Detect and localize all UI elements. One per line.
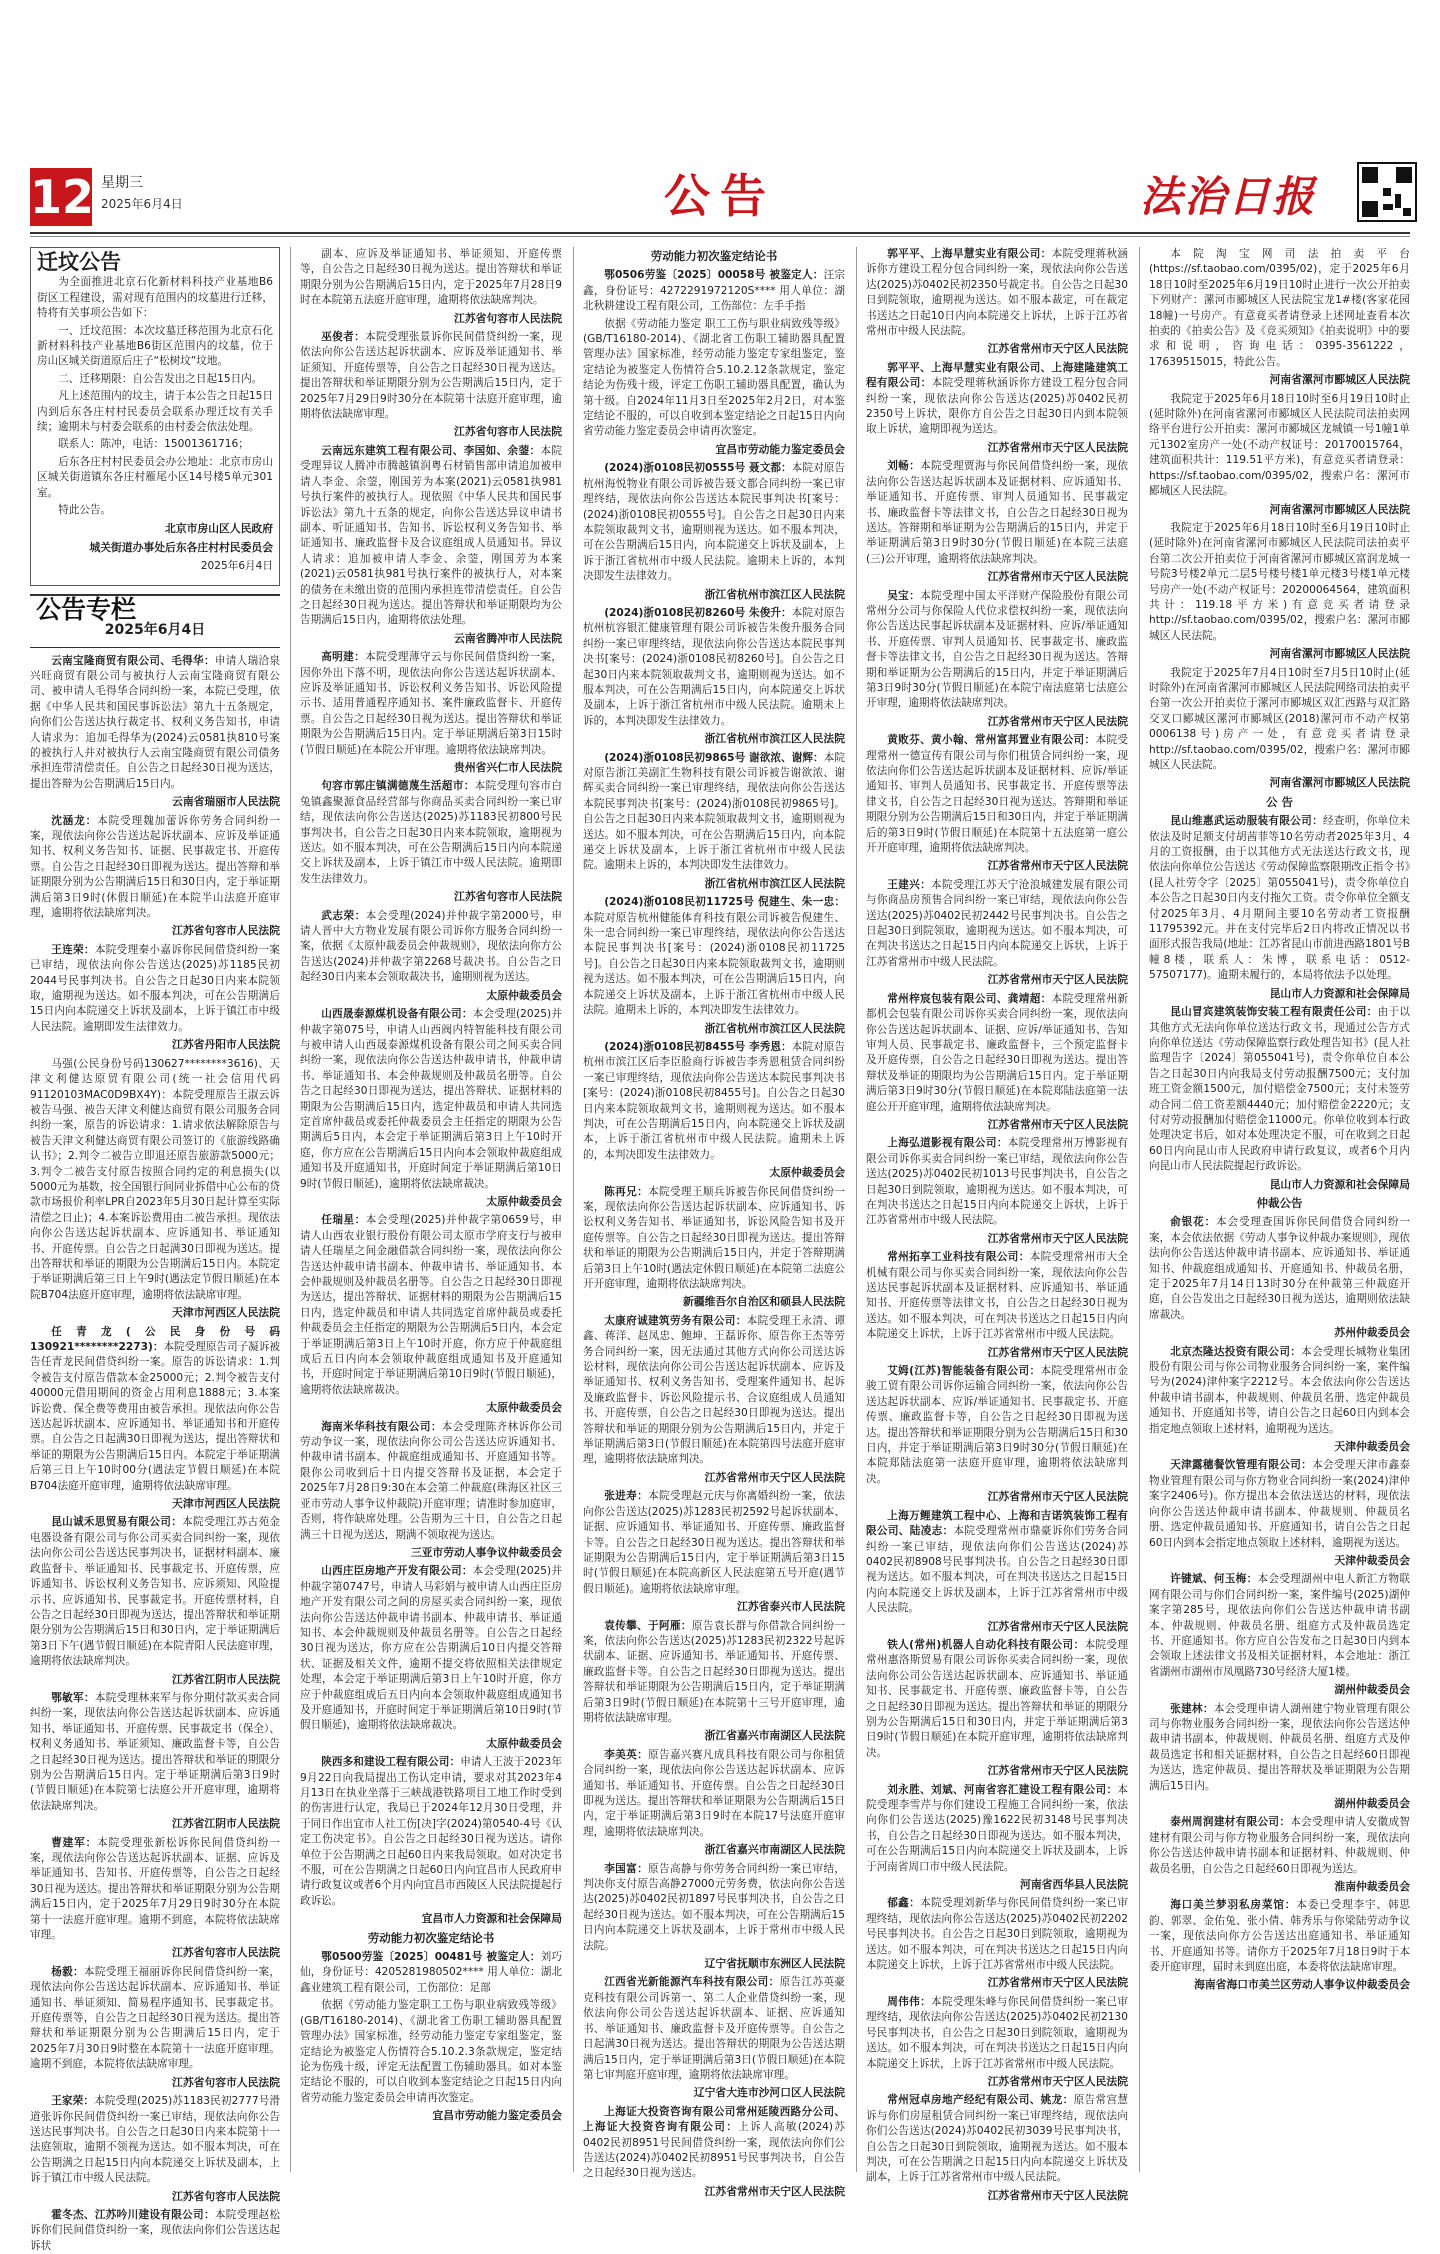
notice-signature: 江苏省句容市人民法院 [172, 2189, 280, 2203]
notice-item [866, 1136, 1128, 1246]
notice-signature: 江苏省句容市人民法院 [172, 1946, 280, 1960]
column-divider [290, 247, 291, 2172]
notice-item [583, 461, 845, 602]
notice-text: 我院定于2025年6月18日10时至6月19日10时止(延时除外)在河南省漯河市郾城区人民法院司法拍卖网络平台进行公开拍卖：漯河市郾城区龙城镇一号1幢1单元1302室房产一处(不动产权证号：20170015764，建筑面积共计：119.51平方米)，有意竞买者请登录：https://sf.taobao.com/0395/02，搜索户名：漯河市郾城区人民法院。 [1149, 392, 1410, 498]
notice-text: 鄂0506劳鉴〔2025〕00058号 被鉴定人：汪宗鑫，身份证号：4272291972120S**** 用人单位：湖北秋耕建设工程有限公司，工伤部位：左手手指 [583, 269, 846, 313]
notice-signature: 江苏省泰兴市人民法院 [737, 1600, 845, 1614]
notice-signature: 贵州省兴仁市人民法院 [454, 761, 562, 774]
notice-signature: 江苏省句容市人民法院 [454, 890, 562, 904]
notice-item [1149, 1815, 1410, 1894]
notice-item [300, 1950, 562, 1996]
notice-signature: 湖州仲裁委员会 [1334, 1797, 1410, 1810]
notice-item [1149, 521, 1410, 662]
notice-signature: 湖州仲裁委员会 [1334, 1683, 1410, 1697]
notice-text: 吴宝：本院受理中国太平洋财产保险股份有限公司常州分公司与你保险人代位求偿权纠纷一案，现依法向你公告送达民事起诉状副本及证据材料、应诉/举证通知书、开庭传票、审判人员通知书、民事裁定书、廉政监督卡等法律文书，自公告之日起经30日视为送达。答辩期和举证期为公告期满后的15日内，并定于举证期满后第3日9时30分(节假日顺延)在本院宁南法庭第七法庭公开审理，逾期将依法缺席判决。 [866, 589, 1129, 710]
notice-signature: 河南省漯河市郾城区人民法院 [1269, 373, 1410, 387]
notice-item [1149, 1898, 1410, 1992]
relocation-title: 迁坟公告 [37, 249, 121, 274]
notice-text: 郭平平、上海早慧实业有限公司：本院受理蒋秋涵诉你方建设工程分包合同纠纷一案，现依法向你公告送达(2025)苏0402民初2350号裁定书。自公告之日起30日到院领取，逾期视为送达。如不服本裁定，可在裁定书送达之日起10日内向本院递交上诉状，上诉于江苏省常州市中级人民法院。 [866, 248, 1129, 338]
notice-text: 鄂0500劳鉴〔2025〕00481号 被鉴定人：刘巧仙，身份证号：4205281980502**** 用人单位：湖北鑫业建筑工程有限公司，工伤部位：足部 [300, 1951, 563, 1994]
notice-item [1149, 814, 1410, 1001]
notice-signature: 苏州仲裁委员会 [1334, 1326, 1410, 1340]
notice-text: 陕西多和建设工程有限公司：申请人王波于2023年9月22日向我局提出工伤认定申请，要求对其2023年4月13日在执业坐落于三峡战港铁路项目工地工作时受到的伤害进行认定，我局已于2024年12月30日受理，并于同日作出宜市人社工伤[决]字(2024)第0540-4号《认定工伤决定书》。自公告之日起经30日视为送达。请你单位于公告期满之日起60日内来我局领取。如对决定书不服，可在公告期满之日起60日内向宜昌市人民政府申请行政复议或者6个月内向宜昌市西陵区人民法院提起行政诉讼。 [300, 1756, 562, 1907]
column-title: 公告专栏 [36, 594, 137, 624]
notice-signature: 海南省海口市美兰区劳动人事争议仲裁委员会 [1194, 1978, 1410, 1992]
notice-signature: 云南省瑞丽市人民法院 [172, 795, 280, 809]
notice-text: 泰州周润建材有限公司：本会受理申请人安徽成智建材有限公司与你方物业服务合同纠纷一案，现依法向你公告送达仲裁申请书副本和证据材料、仲裁规则、仲裁员名册，自公告之日起经60日即视为送达。 [1149, 1816, 1411, 1875]
notice-signature: 江苏省常州市天宁区人民法院 [987, 1764, 1128, 1778]
notice-signature: 河南省漯河市郾城区人民法院 [1269, 776, 1410, 790]
notice-text: 沈涵龙：本院受理魏加蕾诉你劳务合同纠纷一案，现依法向你公告送达起诉状副本、应诉及举证通知书、权利义务告知书、证据、民事裁定书、开庭传票。自公告之日起经30日即视为送达。提出答辩和举证期限分别为公告期满后15日和30日内，定于举证期满后第3日9时(休假日顺延)在本院半山法庭开庭审理，逾期将依法缺席判决。 [30, 814, 281, 920]
notice-item [583, 895, 845, 1036]
notice-item [866, 1364, 1128, 1505]
notice-text: 巫俊者：本院受理张景诉你民间借贷纠纷一案，现依法向你公告送达起诉状副本、应诉及举证通知书、举证须知、开庭传票等，自公告之日起经30日视为送达。提出答辩状和举证期限分别为公告期满后15日内，定于2025年7月29日9时30分在本院第十法庭开庭审理，逾期将依法缺席审理。 [300, 331, 563, 421]
notice-text: 海南米华科技有限公司：本会受理陈齐林诉你公司劳动争议一案，现依法向你公司公告送达应诉通知书、仲裁申请书副本、仲裁庭组成通知书、开庭通知书等。限你公司收到后十日内提交答辩书及证据，本会定于2025年7月28日9:30在本会第二仲裁庭(珠海区社区三亚市劳动人事争议仲裁院)开庭审理；请准时参加庭审，否则，将作缺席处理。公告期为三十日，自公告之日起满三十日视为送达，期满不领取视为送达。 [300, 1420, 563, 1541]
notice-item [866, 361, 1128, 455]
notice-text: 李国富：原告高静与你劳务合同纠纷一案已审结，判决你支付原告高静27000元劳务费，依法向你公告送达(2025)苏0402民初1897号民事判决书，自公告之日起经30日视为送达。如不服本判决，可在公告期满后15日内向本院递交上诉状及副本，上诉于常州市中级人民法院。 [583, 1862, 846, 1952]
notice-item [300, 650, 562, 775]
notice-item [583, 1619, 845, 1744]
section-masthead: 公告 [664, 169, 776, 223]
notice-heading: 劳动能力初次鉴定结论书 [650, 249, 778, 263]
notice-text: 任青龙(公民身份号码130921********2273)：本院受理原告司子凝诉被告任青龙民间借贷纠纷一案。原告的诉讼请求：1.判令被告支付原告借款本金25000元；2.判令被告支付40000元借用期间的资金占用利息1888元；3.本案诉讼费、保全费等费用由被告承担。现依法向你公告送达起诉状副本、应诉通知书、举证通知书和开庭传票。自公告之日起满30日即视为送达，提出答辩状和举证的期限为公告期满后15日内。本院定于举证期满后第三日上午10时00分(遇法定节假日顺延)在本院B704法庭开庭审理，逾期将依法缺席审理。 [30, 1325, 280, 1492]
notice-signature: 江苏省常州市天宁区人民法院 [987, 1117, 1128, 1131]
notice-signature: 云南省腾冲市人民法院 [454, 631, 562, 645]
publication-date: 2025年6月4日 [101, 197, 183, 211]
notice-item [1149, 666, 1410, 791]
notice-text: 霍冬杰、江苏吟川建设有限公司：本院受理赵松诉你们民间借贷纠纷一案，现依法向你们公告送达起诉状 [30, 2208, 281, 2252]
notice-text: (2024)浙0108民初11725号 倪建生、朱一忠：本院对原告杭州健能体育科技有限公司诉被告倪建生、朱一忠合同纠纷一案已审理终结，现依法向你公告送达本院民事判决书[案号：(2024)浙0108民初11725号]。自公告之日起30日内来本院领取裁判文书，逾期则视为送达。如不服本判决，可在公告期满后15日内，向本院递交上诉状及副本，上诉于浙江省杭州市中级人民法院。逾期未上诉的，本判决即发生法律效力。 [583, 896, 845, 1017]
notice-text: 艾姆(江苏)智能装备有限公司：本院受理常州市金骏工贸有限公司诉你运输合同纠纷一案，依法向你公告送达起诉状副本、应诉/举证通知书、民事裁定书、开庭传票、廉政监督卡等，自公告之日起经30日即视为送达。提出答辩状和举证期限分别为公告期满后15日和30日内，并定于举证期满后第3日9时30分(节假日顺延)在本院郑陆法庭第一法庭开庭审理，逾期将依法缺席判决。 [866, 1365, 1129, 1485]
notice-signature: 江苏省丹阳市人民法院 [172, 1038, 280, 1052]
notice-item [866, 992, 1128, 1133]
relocation-paragraph: 联系人：陈冲，电话：15001361716； [58, 438, 249, 451]
relocation-notice [30, 247, 280, 586]
notice-signature: 江苏省常州市天宁区人民法院 [987, 2074, 1128, 2088]
notice-text: 依据《劳动能力鉴定 职工工伤与职业病致残等级》(GB/T16180-2014)、《湖北省工伤职工辅助器具配置管理办法》国家标准，经劳动能力鉴定专家组鉴定，鉴定结论为被鉴定人伤情符合5.10.2.12条款规定，鉴定结论为伤残十级，评定工伤职工辅助器具配置，确认为第十级。自2024年11月3日至2025年2月2日，对本鉴定结论不服的，可以自收到本鉴定结论之日起15日内向省劳动能力鉴定委员会申请再次鉴定。 [583, 317, 845, 438]
notice-signature: 浙江省杭州市滨江区人民法院 [704, 587, 845, 601]
notice-item [866, 878, 1128, 988]
notice-item [30, 943, 280, 1053]
notice-item [583, 2105, 845, 2199]
notice-text: 高明建：本院受理薄守云与你民间借贷纠纷一案，因你外出下落不明，现依法向你公告送达起诉状副本、应诉及举证通知书、诉讼权利义务告知书、诉讼风险提示书、适用普通程序通知书、案件廉政监督卡、开庭传票。自公告之日起经30日视为送达。提出答辩状和举证期限为公告期满后15日内。定于举证期满后第3日15时(节假日顺延)在本院公开审理。逾期将依法缺席判决。 [300, 651, 563, 756]
notice-item [583, 1748, 845, 1858]
notice-signature: 浙江省杭州市滨江区人民法院 [704, 732, 845, 746]
notice-item [866, 1783, 1128, 1893]
notice-text: 本院淘宝网司法拍卖平台(https://sf.taobao.com/0395/02)，定于2025年6月18日10时至2025年6月19日10时止进行一次公开拍卖下列财产：漯河市郾城区人民法院宝龙1#楼(客家花园18幢)一号房产。有意竟买者请登录上述网址查看本次拍卖的《拍卖公告》及《竞买须知》《拍卖说明》中的要求和说明，咨询电话：0395-3561222，17639515015，特此公告。 [1149, 248, 1410, 368]
weekday: 星期三 [101, 175, 143, 191]
relocation-paragraph: 凡上述范围内的坟主，请于本公告之日起15日内到后东各庄村村民委员会联系办理迁坟有关手续；逾期未与村委会联系的由村委会依法处理。 [37, 390, 273, 434]
notice-item [300, 1998, 562, 2123]
notice-signature: 江苏省常州市天宁区人民法院 [987, 973, 1128, 987]
notice-text: 昆山冒宾建筑装饰安装工程有限责任公司：由于以其他方式无法向你单位送达行政文书，现通过公告方式向你单位送达《劳动保障监察行政处理告知书》(昆人社监理告字〔2024〕第055041号)，责令你单位自本公告之日起30日内向我局支付劳动报酬7500元；支付加班工资金额1500元，加付赔偿金7500元；支付未签劳动合同二倍工资差额4440元；加付赔偿金2220元；支付对劳动报酬加付赔偿金11000元。你单位收到本行政处理决定书后，如对本处理决定不服，可在收到之日起60日内向昆山市人民政府申请行政复议，或者6个月内向昆山市人民法院提起行政诉讼。 [1149, 1006, 1411, 1173]
newspaper-brand: 法治日报 [1140, 172, 1317, 221]
notice-text: 刘畅：本院受理贾海与你民间借贷纠纷一案，现依法向你公告送达起诉状副本及证据材料、应诉通知书、举证通知书、开庭传票、审判人员通知书、民事裁定书、廉政监督卡等法律文书，自公告之日起经30日视为送达。答辩期和举证期为公告期满后的15日内，并定于举证期满后第3日9时30分(节假日顺延)在本院三法庭(三)公开审理，逾期将依法缺席判决。 [866, 460, 1129, 565]
notice-text: 常州冠卓房地产经纪有限公司、姚龙：原告常宫慧诉与你们房屋租赁合同纠纷一案已审理终结，现依法向你们公告送达(2024)苏0402民初3039号民事判决书，自公告之日起30日到院领取，逾期视为送达。如不服本判决，可在公告期满之日起15日内向本院递交上诉状及副本，上诉于江苏省常州市中级人民法院。 [866, 2094, 1129, 2184]
notice-signature: 江苏省常州市天宁区人民法院 [987, 1231, 1128, 1245]
notice-text: 天津露穗餐饮管理有限公司：本会受理天津市鑫泰物业管理有限公司与你方物业合同纠纷一案(2024)津仲案字2406号)。你方提出本会依法送达的材料，现依法向你公告送达仲裁申请书副本、仲裁规则、仲裁员名册、选定仲裁员通知书、开庭通知书，请自公告之日起60日内到本会指定地点领取上述材料，逾期视为送达。 [1149, 1459, 1411, 1549]
column-divider [856, 247, 857, 2172]
notice-text: 鄂敏军：本院受理林来军与你分期付款买卖合同纠纷一案，现依法向你公告送达起诉状副本、应诉通知书、举证通知书、开庭传票、民事裁定书（保全）、权利义务通知书、举证须知、廉政监督卡等，自公告之日起经30日视为送达。提出答辩状和举证的期限分别为公告期满后15日内。定于举证期满后第3日9时(节假日顺延)在本院第七法庭公开开庭审理，逾期将依法缺席判决。 [30, 1691, 281, 1812]
notice-text: 太康府诚建筑劳务有限公司：本院受理王永清、谭鑫、蒋洋、赵凤忠、鲍坤、王磊诉你、原告你王杰等劳务合同纠纷一案，因无法通过其他方式向你公司送达诉讼材料，现依法向你公司公告送达起诉状副本、应诉及举证通知书、权利义务告知书、受理案件通知书、起诉及廉政监督卡、诉讼风险提示书、合议庭组成人员通知书、开庭传票，自公告之日起经30日即视为送达。提出答辩状和举证的期限分别为公告期满后15日内，并定于举证期满后第3日(节假日顺延)在本院第四号法庭开庭审理，逾期将依法缺席判决。 [583, 1314, 845, 1466]
notice-list [300, 247, 562, 2124]
notice-text: 上海万鲤建筑工程中心、上海和吉诺筑装饰工程有限公司、陆凌志：本院受理常州市鼎豪诉你们劳务合同纠纷一案已审结，现依法向你们公告送达(2024)苏0402民初8908号民事判决书。自公告之日起经30日即视为送达。如不服本判决，可在判决书送达之日起15日内向本院递交上诉状及副本，上诉于江苏省常州市中级人民法院。 [866, 1509, 1129, 1615]
notice-signature: 江苏省江阴市人民法院 [172, 1817, 280, 1831]
relocation-signature-date: 2025年6月4日 [200, 560, 273, 573]
notice-text: 句容市郭庄镇满德蔑生活超市：本院受理句容市白兔镇鑫聚源食品经营部与你商品买卖合同纠纷一案已审结，现依法向你公告送达(2025)苏1183民初800号民事判决书，自公告之日起30日内来本院领取，逾期视为送达。如不服本判决，可在公告期满后15日内向本院递交上诉状及副本，上诉于镇江市中级人民法院。逾期即发生法律效力。 [300, 780, 563, 885]
notice-signature: 天津市河西区人民法院 [172, 1497, 280, 1511]
notice-signature: 江苏省常州市天宁区人民法院 [987, 859, 1128, 873]
notice-item [30, 1965, 280, 2090]
notice-item [866, 589, 1128, 730]
notice-list [1149, 247, 1410, 1993]
notice-item [583, 1862, 845, 1972]
notice-text: 北京杰隆达投资有限公司：本会受理长城物业集团股份有限公司与你公司物业服务合同纠纷一案，案件编号为(2024)津仲案字2212号。本会依法向你公告送达仲裁申请书副本，仲裁规则、仲裁员名册、选定仲裁员通知书、开庭通知书等，请自公告之日起60日内到本会指定地点领取上述材料，逾期视为送达。 [1149, 1345, 1411, 1435]
notice-text: 副本、应诉及举证通知书、举证须知、开庭传票等，自公告之日起经30日视为送达。提出答辩状和举证期限分别为公告期满后15日内，定于2025年7月28日9时在本院第五法庭开庭审理，逾期将依法缺席判决。 [300, 248, 562, 307]
notice-signature: 太原仲裁委员会 [486, 1194, 562, 1208]
notice-signature: 太原仲裁委员会 [769, 1166, 845, 1180]
notice-text: 俞银花：本会受理查国诉你民间借贷合同纠纷一案，本会依法依据《劳动人事争议仲裁办案规则》，现依法向你公告送达仲裁申请书副本、应诉通知书、举证通知书、仲裁庭组成通知书、开庭通知书、仲裁员名册，定于2025年7月14日13时30分在仲裁第三仲裁庭开庭，自公告发出之日起经30日视为送达，逾期则依法缺席裁决。 [1149, 1216, 1410, 1321]
relocation-body [37, 275, 273, 518]
notice-text: 海口美兰梦羽私房菜馆：本委已受理李宇、韩思韵、郭翠、金佑兔、张小倩、韩秀乐与你梁陆劳动争议一案，现依法向你方公告送达出庭通知书、举证通知书、开庭通知书等。请你方于2025年7月18日9时于本委开庭审理，届时未到庭出庭，本委将依法缺席审理。 [1149, 1899, 1411, 1974]
notice-list [866, 247, 1128, 2203]
notice-item [30, 1325, 280, 1512]
notice-item [30, 1836, 280, 1961]
column-2 [300, 247, 562, 2172]
notice-signature: 宜昌市人力资源和社会保障局 [421, 1912, 562, 1926]
notice-text: 我院定于2025年7月4日10时至7月5日10时止(延时除外)在河南省漯河市郾城区人民法院网络司法拍卖平台第一次公开拍卖位于漯河市郾城区双汇西路与双汇路交叉口郾城区漯河市郾城区(2018)漯河市不动产权第0006138号)房产一处，有意竞买者请登录 http://sf.taobao.com/0395/02，搜索户名：漯河市郾城区人民法院。 [1149, 666, 1410, 771]
notice-signature: 太原仲裁委员会 [486, 1736, 562, 1750]
notice-text: (2024)浙0108民初0555号 聂文都：本院对原告杭州海悦物业有限公司诉被告聂文都合同纠纷一案已审理终结，现依法向你公告送达本院民事判决书[案号：(2024)浙0108民初0555号]。自公告之日起30日内来本院领取裁判文书，逾期则视为送达。如不服本判决，可在公告期满后15日内，向本院递交上诉状及副本，上诉于浙江省杭州市中级人民法院。逾期未上诉的，本判决即发生法律效力。 [583, 462, 846, 583]
notice-item [866, 2093, 1128, 2203]
notice-list [30, 654, 280, 2254]
notice-signature: 江苏省句容市人民法院 [172, 924, 280, 938]
notice-signature: 天津市河西区人民法院 [172, 1306, 280, 1320]
notice-signature: 天津仲裁委员会 [1334, 1440, 1410, 1454]
notice-item [866, 1509, 1128, 1634]
notice-text: (2024)浙0108民初9865号 谢欲浓、谢辉：本院对原告浙江美副汇生物科技有限公司诉被告谢欲浓、谢辉买卖合同纠纷一案已审理终结，现依法向你公告送达本院民事判决书[案号：(2024)浙0108民初9865号]。自公告之日起30日内来本院领取裁判文书，逾期则视为送达。如不服本判决，可在公告期满后15日内，向本院递交上诉状及副本，上诉于浙江省杭州市中级人民法院。逾期未上诉的，本判决即发生法律效力。 [583, 751, 846, 872]
notice-item [1149, 1215, 1410, 1340]
column-divider [1139, 247, 1140, 2172]
notice-signature: 江苏省江阴市人民法院 [172, 1672, 280, 1686]
notice-signature: 江苏省常州市天宁区人民法院 [987, 440, 1128, 454]
notice-signature: 太原仲裁委员会 [486, 988, 562, 1002]
relocation-paragraph: 后东各庄村村民委员会办公地址：北京市房山区城关街道镇东各庄村雁尾小区14号楼5单元301室。 [37, 455, 273, 499]
notice-item [866, 733, 1128, 874]
notice-signature: 河南省漯河市郾城区人民法院 [1269, 502, 1410, 516]
notice-item [300, 909, 562, 1003]
notice-text: 昆山诚禾思贸易有限公司：本院受理江苏古苑金电器设备有限公司与你公司买卖合同纠纷一案，现依法向你公司公告送达民事判决书，证据材料副本、廉政监督卡、举证通知书、民事裁定书、开庭传票，应诉通知书、诉讼权利义务告知书、应诉须知、风险提示书、应诉通知书、民事裁定书。开庭传票材料，自公告之日起经30日即视为送达，提出答辩状和举证期限分别为公告期满后15日和30日内，定于举证期满后第3日下午(遇节假日顺延)在本院青阳人民法庭审理，逾期将依法缺席判决。 [30, 1516, 281, 1668]
notice-signature: 江苏省常州市天宁区人民法院 [987, 2188, 1128, 2202]
notice-item [300, 779, 562, 904]
notice-item [583, 1185, 845, 1310]
relocation-paragraph: 特此公告。 [58, 504, 112, 517]
column-1 [30, 247, 281, 2252]
notice-signature: 浙江省嘉兴市南湖区人民法院 [704, 1729, 845, 1743]
notice-text: 郁鑫：本院受理刘新华与你民间借贷纠纷一案已审理终结，现依法向你公告送达(2025)苏0402民初2202号民事判决书。自公告之日起30日到院领取，逾期视为送达。如不服本判决，可在判决书送达之日起15日内向本院递交上诉状，上诉于江苏省常州市中级人民法院。 [866, 1897, 1129, 1972]
notice-text: 马强(公民身份号码130627********3616)、天津文利健达原贸有限公司(统一社会信用代码91120103MAC0D9BX4Y)：本院受理原告王淑云诉被告马强、被告天津文利健达商贸有限公司服务合同纠纷一案，原告的诉讼请求：1.请求依法解除原告与被告天津文利健达商贸有限公司签订的《旅游线路确认书》；2.判令二被告立即退还原告旅游款5000元；3.判令二被告支付原告按照合同约定的利息损失(以5000元为基数，按全国银行间同业拆借中心公布的贷款市场报价利率LPR自2023年5月30日起计算至实际清偿之日止)；4.本案诉讼费用由二被告承担。现依法向你公告送达起诉状副本、应诉通知书、举证通知书、开庭传票。自公告之日起满30日即视为送达。提出答辩状和举证的期限为公告期满后15日内。本院定于举证期满后第三日上午9时(遇法定节假日顺延)在本院B704法庭开庭审理，逾期将依法缺席审理。 [30, 1057, 280, 1301]
notice-signature: 江苏省句容市人民法院 [454, 311, 562, 325]
notice-item [583, 1975, 845, 2100]
notice-signature: 江苏省常州市天宁区人民法院 [987, 714, 1128, 728]
notice-signature: 太原仲裁委员会 [486, 1401, 562, 1415]
notice-item [300, 1007, 562, 1209]
notice-text: 江西省光新能源汽车科技有限公司：原告江苏英豪克科技有限公司诉第一、第二人企业借贷纠纷一案，现依法向你公司公告送达起诉状副本、证据、应诉通知书、举证通知书、廉政监督卡及开庭传票等。自公告之日起满30日视为送达。提出答辩状的期限为公告送达期满后15日内，定于举证期满后第3日(节假日顺延)在本院第七审判庭开庭审理，逾期将依法缺席审理。 [583, 1976, 846, 2081]
notice-signature: 河南省漯河市郾城区人民法院 [1269, 647, 1410, 661]
notice-signature: 淮南仲裁委员会 [1334, 1880, 1410, 1894]
notice-text: 杨毅：本院受理王福丽诉你民间借贷纠纷一案，现依法向你公告送达起诉状副本、应诉通知书、举证通知书、举证须知、简易程序通知书、民事裁定书。开庭传票等，自公告之日起经30日视为送达。提出答辩状和举证期限分别为公告期满后15日内，定于2025年7月30日9时整在本院第十一法庭开庭审理。逾期不到庭，本院将依法缺席审理。 [30, 1965, 280, 2071]
notice-signature: 辽宁省抚顺市东洲区人民法院 [704, 1957, 845, 1971]
notice-text: (2024)浙0108民初8260号 朱俊升：本院对原告杭州杭容银汇健康管理有限公司诉被告朱俊升服务合同纠纷一案已审理终结，现依法向你公告送达本院民事判决书[案号：(2024)浙0108民初8260号]。自公告之日起30日内来本院领取裁判文书，逾期则视为送达。如不服本判决，可在公告期满后15日内，向本院递交上诉状及副本，上诉于浙江省杭州市中级人民法院。逾期未上诉的，本判决即发生法律效力。 [583, 606, 846, 727]
notice-signature: 江苏省常州市天宁区人民法院 [987, 342, 1128, 356]
notice-item [866, 1896, 1128, 1990]
relocation-signature-2: 城关街道办事处后东各庄村村民委员会 [89, 540, 273, 554]
header-rule-thin [30, 236, 1410, 237]
notice-text: 许键斌、何玉梅：本会受理湖州中电人新汇方物联网有限公司与你们合同纠纷一案，案件编号(2025)湖仲案字第285号，现依法向你们公告送达仲裁申请书副本、仲裁规则、仲裁员名册、组庭方式及仲裁员选定书、开庭通知书。你方应自公告发布之日起30日内到本会领取上述法律文书及相关证据材料，本会地址：浙江省湖州市湖州市凤凰路730号经济大厦1楼。 [1149, 1573, 1411, 1678]
relocation-paragraph: 为全面推进北京石化新材料科技产业基地B6街区工程建设，需对现有范围内的坟墓进行迁移，特将有关事项公告如下： [37, 276, 273, 320]
notice-text: 山西晟泰源煤机设备有限公司：本会受理(2025)并仲裁字第075号，申请人山西阀内特智能科技有限公司与被申请人山西晟泰源煤机设备有限公司之间买卖合同纠纷一案，现依法向你公告送达仲裁申请书，仲裁申请书、举证通知书、本会仲裁规则及仲裁员名册等。自公告之日起经30日即视为送达，提出答辩状、证据材料的期限为公告期满后15日内，选定仲裁员和申请人共同选定首席仲裁员或委托仲裁委员会主任指定的期限为公告期满后5日内，本会定于举证期满后第3日上午10时开庭，你方应在公告期满后15日内向本会领取仲裁庭组成通知书及开庭通知书，开庭时间定于举证期满后第10日9时(节假日顺延)，逾期将依法缺席裁决。 [300, 1008, 562, 1190]
notice-item [300, 1420, 562, 1561]
notice-item [300, 444, 562, 646]
notice-item [300, 247, 562, 326]
relocation-paragraph: 一、迁坟范围：本次坟墓迁移范围为北京石化新材料科技产业基地B6街区范围内的坟墓，位于房山区城关街道原后庄子“松树坟”坟地。 [37, 324, 273, 368]
column-divider [573, 247, 574, 2172]
notice-signature: 江苏省常州市天宁区人民法院 [987, 570, 1128, 584]
column-date: 2025年6月4日 [104, 622, 206, 639]
notice-text: 上海弘道影视有限公司：本院受理常州万博影视有限公司诉你买卖合同纠纷一案已审结，现依法向你公告送达(2025)苏0402民初1013号民事判决书，自公告之日起30日到院领取，逾期视为送达。如不服本判决，可在判决书送达之日起15日内向本院递交上诉状，上诉于江苏省常州市中级人民法院。 [866, 1137, 1129, 1227]
notice-item [866, 459, 1128, 584]
notice-item [30, 1691, 280, 1832]
notice-item [583, 606, 845, 747]
notice-signature: 昆山市人力资源和社会保障局 [1269, 1177, 1410, 1191]
notice-text: 郭平平、上海早慧实业有限公司、上海建隆建筑工程有限公司：本院受理蒋秋涵诉你方建设工程分包合同纠纷一案，现依法向你公告送达(2025)苏0402民初2350号上诉状，限你方自公告之日起30日内到本院领取上诉状，逾期即视为送达。 [866, 361, 1129, 436]
notice-text: 任瑞星：本会受理(2025)并仲裁字第0659号，申请人山西农业银行股份有限公司太原市学府支行与被申请人任瑞星之间金融借款合同纠纷一案，现依法向你公告送达仲裁申请书副本、仲裁申请书、举证通知书、本会仲裁规则及仲裁员名册等。自公告之日起经30日即视为送达，提出答辩状、证据材料的期限为公告期满后15日内，选定仲裁员和申请人共同选定首席仲裁员或委托仲裁委员会主任指定的期限为公告期满后5日内，本会定于举证期满后第3日上午10时开庭，你方应于仲裁庭组成后五日内向本会领取仲裁庭组成通知书及开庭通知书，开庭时间定于举证期满后第10日9时(节假日顺延)，逾期将依法缺席裁决。 [300, 1214, 563, 1396]
notice-text: 黄败芬、黄小翰、常州富邦置业有限公司：本院受理常州一德宣传有限公司与你们租赁合同纠纷一案，现依法向你们公告送达起诉状副本及证据材料、应诉/举证通知书、审判人员通知书、民事裁定书、开庭传票等法律文书，自公告之日起经30日视为送达。答辩期和举证期限分别为公告期满后15日和30日内，并定于举证期满后的第3日9时(节假日顺延)在本院第十五法庭第一庭公开开庭审理，逾期将依法缺席判决。 [866, 734, 1129, 855]
notice-signature: 新疆维吾尔自治区和硕县人民法院 [683, 1295, 845, 1309]
notice-item [866, 1638, 1128, 1779]
notice-item [583, 751, 845, 892]
notice-text: 刘永胜、刘斌、河南省容汇建设工程有限公司：本院受理李雪芹与你们建设工程施工合同纠纷一案，依法向你们公告送达(2025)豫1622民初3148号民事判决书，自公告之日起经30日即视为送达。如不服本判决，可在公告期满后15日内向本院递交上诉状及副本，上诉于河南省周口市中级人民法院。 [866, 1783, 1128, 1873]
notice-signature: 浙江省杭州市滨江区人民法院 [704, 1021, 845, 1035]
notice-text: 陈再兄：本院受理王顺兵诉被告你民间借贷纠纷一案，现依法向你公告送达起诉状副本、应诉通知书、诉讼权利义务告知书、举证通知书，诉讼风险告知书及开庭传票等。自公告之日起经30日即视为送达。提出答辩状和举证的期限为公告期满后15日内，并定于答辩期满后第3日上午10时(遇法定休假日顺延)在本院第二法庭公开开庭审理，逾期将依法缺席判决。 [583, 1185, 846, 1290]
notice-item [866, 1250, 1128, 1360]
notice-item [1149, 392, 1410, 517]
notice-item [583, 268, 845, 314]
notice-item [866, 247, 1128, 357]
notice-signature: 江苏省句容市人民法院 [172, 2075, 280, 2089]
notice-text: (2024)浙0108民初8455号 李秀恩：本院对原告杭州市滨江区后李臣脸商行诉被告李秀恩租赁合同纠纷一案已审理终结，现依法向你公告送达本院民事判决书[案号：(2024)浙0108民初8455号]。自公告之日起30日内来本院领取裁判文书，逾期则视为送达。如不服本判决，可在公告期满后15日内，向本院递交上诉状及副本，上诉于浙江省杭州市中级人民法院。逾期未上诉的，本判决即发生法律效力。 [583, 1040, 846, 1161]
notice-text: 常州拓享工业科技有限公司：本院受理常州市大全机械有限公司与你买卖合同纠纷一案，现依法向你公告送达民事起诉状副本及证据材料、应诉通知书、举证通知书、开庭传票等法律文书，自公告之日起经30日视为送达。如不服本判决，可在判决书送达之日起15日内向本院递交上诉状，上诉于江苏省常州市中级人民法院。 [866, 1251, 1128, 1341]
notice-text: 李美英：原告嘉兴赛凡成具科技有限公司与你租赁合同纠纷一案，现依法向你公告送达起诉状副本、应诉通知书、举证通知书、开庭传票。自公告之日起经30日即视为送达。提出答辩状和举证期限为公告期满后15日内，定于举证期满后第3日9时在本院17号法庭开庭审理，逾期将依法缺席判决。 [583, 1748, 846, 1838]
notice-text: 张建林：本会受理申请人湖州建宁物业管理有限公司与你物业服务合同纠纷一案，现依法向你公告送达仲裁申请书副本，仲裁规则、仲裁员名册、组庭方式及仲裁员选定书和相关证据材料，自公告之日起经60日即视为送达，选定仲裁员、提出答辩状及举证期限为公告期满后15日内。 [1149, 1702, 1411, 1792]
notice-signature: 江苏省常州市天宁区人民法院 [987, 1345, 1128, 1359]
notice-list [583, 249, 845, 2199]
notice-heading: 公 告 [1265, 794, 1293, 809]
notice-item [583, 1314, 845, 1485]
notice-heading: 仲裁公告 [1256, 1195, 1303, 1210]
notice-signature: 宜昌市劳动能力鉴定委员会 [715, 442, 845, 456]
notice-item [583, 1040, 845, 1181]
notice-item [30, 2208, 280, 2254]
notice-item [1149, 1572, 1410, 1697]
notice-signature: 江苏省常州市天宁区人民法院 [987, 1490, 1128, 1504]
notice-signature: 浙江省杭州市滨江区人民法院 [704, 876, 845, 890]
notice-item [30, 654, 280, 810]
notice-item [300, 1213, 562, 1415]
notice-signature: 三亚市劳动人事争议仲裁委员会 [410, 1545, 562, 1559]
notice-heading: 劳动能力初次鉴定结论书 [367, 1930, 495, 1945]
notice-text: 常州梓宸包装有限公司、龚靖超：本院受理常州新都机会包装有限公司诉你买卖合同纠纷一案，现依法向你公告送达起诉状副本、证据、应诉/举证通知书、告知审判人员、民事裁定书、廉政监督卡，三个预定监督卡及开庭传票，自公告之日起经30日即视为送达。提出答辩状及举证的期限均为公告期满后15日内。定于举证期满后第3日9时30分(节假日顺延)在本院郑陆法庭第一法庭公开开庭审理，逾期将依法缺席判决。 [866, 992, 1129, 1113]
notice-item [1149, 1345, 1410, 1455]
notice-text: 武志荣：本会受理(2024)并仲裁字第2000号，申请人晋中大方物业发展有限公司诉你方服务合同纠纷一案，依据《太原仲裁委员会仲裁规则》，现依法向你方公告送达(2024)并仲裁字第2268号裁决书。自公告之日起经30日内来本会领取裁决书，逾期则视为送达。 [300, 909, 563, 984]
notice-signature: 昆山市人力资源和社会保障局 [1269, 986, 1410, 1000]
notice-text: 依据《劳动能力鉴定职工工伤与职业病致残等级》(GB/T16180-2014)、《湖北省工伤职工辅助器具配置管理办法》国家标准，经劳动能力鉴定专家组鉴定，鉴定结论为被鉴定人伤情符合5.10.2.3条款规定，鉴定结论为伤残十级，评定无法配置工伤辅助器具。如对本鉴定结论不服的，可以自收到本鉴定结论之日起15日内向省劳动能力鉴定委员会申请再次鉴定。 [300, 1999, 562, 2104]
notice-signature: 天津仲裁委员会 [1334, 1553, 1410, 1567]
notice-text: 张进寿：本院受理赵元庆与你离婚纠纷一案，依法向你公告送达(2025)苏1283民初2592号起诉状副本、证据、应诉通知书、举证通知书、开庭传票、廉政监督卡等。自公告之日起经30日视为送达。提出答辩状和举证期限为公告期满后15日内，定于举证期满后第3日15时(节假日顺延)在本院高新区人民法庭第五号开庭(遇节假日顺延)。逾期将依法缺席审理。 [583, 1490, 846, 1595]
notice-item [866, 1995, 1128, 2089]
notice-text: 山西庄臣房地产开发有限公司：本会受理(2025)并仲裁字第0747号，申请人马彩娟与被申请人山西庄臣房地产开发有限公司之间的房屋买卖合同纠纷一案，现依法向你公告送达仲裁申请书副本、仲裁申请书、举证通知书、本会仲裁规则及仲裁员名册等。自公告之日起经30日视为送达，你方应在公告期满后10日内提交答辩状、证据及相关文件，逾期不提交将依照相关法律规定处理，本会定于举证期满后第3日上午10时开庭，你方应于仲裁庭组成后五日内向本会领取仲裁庭组成通知书及开庭通知书，开庭时间定于举证期满后第10日9时(节假日顺延)，逾期将依法缺席裁决。 [300, 1565, 562, 1732]
notice-signature: 浙江省嘉兴市南湖区人民法院 [704, 1843, 845, 1857]
notice-item [1149, 247, 1410, 388]
notice-item [1149, 1458, 1410, 1568]
notice-text: 云南远东建筑工程有限公司、李国如、余蓥：本院受理异议人腾冲市腾越镇润粤石材销售部申请追加被申请人李金、余蓥，刚国芳为本案(2021)云0581执981号执行案件的被执行人。现依照《中华人民共和国民事诉讼法》第九十五条的规定，向你公告送达异议申请书副本、听证通知书、告知书、诉讼权利义务告知书、举证通知书、廉政监督卡及合议庭组成人员通知书。异议人请求：追加被申请人李金、余蓥，刚国芳为本案(2021)云0581执981号执行案件的被执行人，对本案的债务在未缴出资的范围内承担连带清偿责任。自公告之日起经30日视为送达。提出答辩状和举证期限均为公告期满后15日内，逾期将依法处理。 [300, 444, 563, 627]
notice-item [30, 814, 280, 939]
notice-text: 王家荣：本院受理(2025)苏1183民初2777号滑道张诉你民间借贷纠纷一案已审结，现依法向你公告送达民事判决书。自公告之日起30日内来本院第十一法庭领取，逾期不领视为送达。如不服本判决，可在公告期满之日起15日内向本院递交上诉状及副本，上诉于镇江市中级人民法院。 [30, 2095, 281, 2185]
notice-item [1149, 1005, 1410, 1192]
notice-signature: 江苏省常州市天宁区人民法院 [704, 2184, 845, 2198]
notice-signature: 江苏省句容市人民法院 [454, 425, 562, 439]
column-header [30, 594, 280, 648]
notice-signature: 河南省西华县人民法院 [1020, 1878, 1128, 1892]
notice-text: 铁人(常州)机器人自动化科技有限公司：本院受理常州惠洛斯贸易有限公司诉你买卖合同纠纷一案，现依法向你公司公告送达起诉状副本、应诉通知书、举证通知书、民事裁定书、开庭传票、廉政监督卡等，自公告之日起经30日即视为送达。提出答辩状和举证的期限分别为公告期满后15日和30日内，并定于举证期满后第3日9时(节假日顺延)在本院开庭审理，逾期将依法缺席判决。 [866, 1638, 1129, 1759]
notice-text: 昆山维惠武运动服装有限公司：经查明，你单位未依法及时足额支付胡茜菲等10名劳动者2025年3月、4月的工资报酬，由于以其他方式无法送达行政文书，现依法向你单位公告送达《劳动保障监察限期改正指令书》(昆人社劳令字〔2025〕第055041号)，责令你单位自本公告之日起30日内支付拖欠工资。责令你单位全额支付2025年3月、4月期间主要10名劳动者工资报酬11795392元。并在支付完毕后2日内将改正情况以书面形式报告我局(地址：江苏省昆山市前进西路1801号B幢8楼，联系人：朱博，联系电话：0512-57507177)。逾期未履行的，本局将依法予以处理。 [1149, 815, 1410, 982]
notice-signature: 江苏省常州市天宁区人民法院 [987, 1619, 1128, 1633]
notice-text: 云南宝隆商贸有限公司、毛得华：申请人瑞洽泉兴旺商贸有限公司与被执行人云南宝隆商贸有限公司、被申请人毛得华合同纠纷一案，本院已受理，依据《中华人民共和国民事诉讼法》第九十五条规定，向你们公告送达执行裁定书、权利义务告知书，申请人请求为：追加毛得华为(2024)云0581执810号案的被执行人并对被执行人云南宝隆商贸有限公司债务承担连带清偿责任。自公告之日起经30日视为送达，提出答辩为公告期满后15日内。 [30, 654, 281, 790]
header-rule [30, 232, 1410, 234]
relocation-paragraph: 二、迁移期限：自公告发出之日起15日内。 [58, 372, 263, 385]
notice-item [583, 1489, 845, 1614]
column-4 [866, 247, 1129, 2202]
notice-item [300, 330, 562, 440]
notice-text: 袁传攀、于阿雁：原告袁长群与你借款合同纠纷一案，依法向你公告送达(2025)苏1283民初2322号起诉状副本、证据、应诉通知书、举证通知书、开庭传票、廉政监督卡等。自公告之日起经30日即视为送达。提出答辩状和举证期限为公告期满后15日内，定于举证期满后第3日9时(节假日顺延)在本院第十三号开庭审理，逾期将依法缺席审理。 [583, 1619, 845, 1724]
notice-text: 周伟伟：本院受理朱峰与你民间借贷纠纷一案已审理终结，现依法向你公告送达(2025)苏0402民初2130号民事判决书，自公告之日起30日到院领取，逾期视为送达。如不服本判决，可在判决书送达之日起15日内向本院递交上诉状，上诉于江苏省常州市中级人民法院。 [866, 1995, 1129, 2070]
notice-signature: 江苏省常州市天宁区人民法院 [704, 1470, 845, 1484]
notice-text: 王连荣：本院受理秦小嘉诉你民间借贷纠纷一案已审结，现依法向你公告送达(2025)苏1185民初2044号民事判决书。自公告之日起30日内来本院领取，逾期视为送达。如不服本判决，可在公告期满后15日内向本院递交上诉状及副本，上诉于镇江市中级人民法院。逾期即发生法律效力。 [30, 943, 281, 1033]
qr-code-icon [1357, 162, 1417, 222]
relocation-signature-1: 北京市房山区人民政府 [165, 521, 273, 535]
notice-text: 曹建军：本院受理张新松诉你民间借贷纠纷一案，现依法向你公告送达起诉状副本、证据、应诉及举证通知书、告知书、开庭传票等，自公告之日起经30日视为送达。提出答辩状和举证期限分别为公告期满后15日内，定于2025年7月29日9时30分在本院第十一法庭开庭审理。逾期不到庭，本院将依法缺席审理。 [30, 1836, 281, 1942]
notice-signature: 辽宁省大连市沙河口区人民法院 [693, 2086, 845, 2100]
notice-item [30, 2094, 280, 2204]
notice-item [300, 1564, 562, 1751]
notice-item [30, 1515, 280, 1686]
notice-signature: 宜昌市劳动能力鉴定委员会 [432, 2109, 562, 2123]
notice-item [300, 1755, 562, 1926]
notice-item [583, 317, 845, 458]
notice-text: 王建兴：本院受理江苏天宁沧浪城建发展有限公司与你商品房预售合同纠纷一案已审结，现依法向你公告送达(2025)苏0402民初2442号民事判决书。自公告之日起30日到院领取，逾期视为送达。如不服本判决，可在判决书送达之日起15日内向本院递交上诉状，上诉于江苏省常州市中级人民法院。 [866, 878, 1129, 968]
notice-signature: 江苏省常州市天宁区人民法院 [987, 1976, 1128, 1990]
notice-text: 上海证大投资咨询有限公司常州延陵西路分公司、上海证大投资咨询有限公司：上诉人高敏(2024)苏0402民初8951号民间借贷纠纷一案，现依法向你们公告送达(2024)苏0402民初8951号民事判决书，自公告之日起经30日视为送达。 [583, 2105, 845, 2180]
notice-text: 我院定于2025年6月18日10时至6月19日10时止(延时除外)在河南省漯河市郾城区人民法院司法拍卖平台第二次公开拍卖位于河南省漯河市郾城区富润龙城一号院3号楼2单元二层5号楼号楼1单元楼3号楼1单元楼号房产一处(不动产权证号：20200064564，建筑面积共计：119.18平方米)有意竞买者请登录http://sf.taobao.com/0395/02，搜索户名：漯河市郾城区人民法院。 [1149, 521, 1410, 642]
notice-item [30, 1057, 280, 1321]
column-5 [1149, 247, 1410, 2172]
notice-item [1149, 1702, 1410, 1812]
page-number: 12 [30, 170, 95, 224]
column-3 [583, 247, 846, 2198]
